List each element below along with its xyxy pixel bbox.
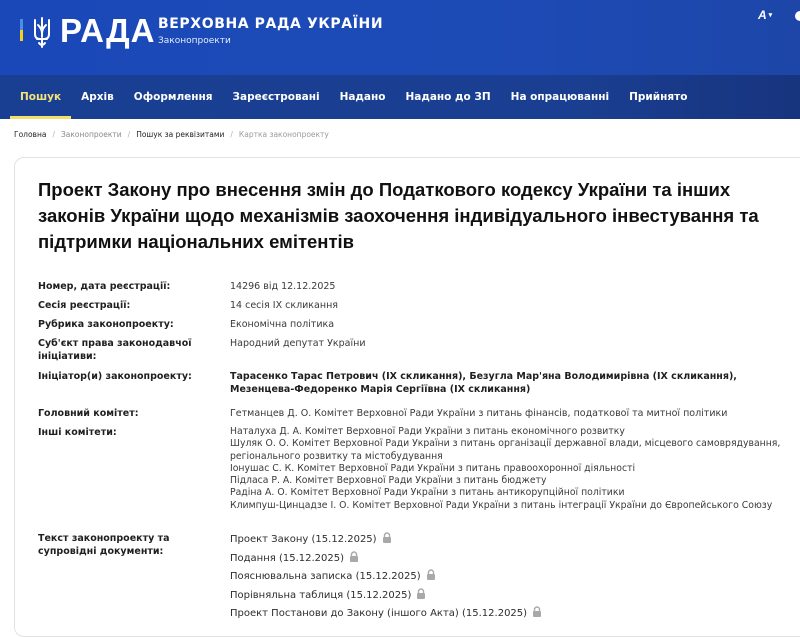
field-value: Гетманцев Д. О. Комітет Верховної Ради України з питань фінансів, податкової та митної політики bbox=[230, 408, 728, 419]
trident-icon bbox=[31, 17, 53, 49]
nav-item-adopted[interactable]: Прийнято bbox=[629, 91, 688, 103]
breadcrumb-bill-card: Картка законопроекту bbox=[238, 129, 329, 139]
site-header bbox=[0, 0, 800, 75]
site-subtitle: Законопроекти bbox=[158, 36, 231, 46]
document-label: Проект Постанови до Закону (іншого Акта) (15.12.2025) bbox=[230, 608, 528, 619]
breadcrumb-separator: / bbox=[230, 129, 233, 139]
committee-item: Климпуш-Цинцадзе І. О. Комітет Верховної Ради України з питань інтеграції України до Європейського Союзу bbox=[230, 499, 773, 511]
document-link[interactable] bbox=[230, 568, 790, 587]
document-label: Пояснювальна записка (15.12.2025) bbox=[230, 571, 421, 582]
field-label: Інші комітети: bbox=[38, 427, 117, 438]
field-label: Рубрика законопроекту: bbox=[38, 319, 174, 330]
field-value: Економічна політика bbox=[230, 319, 335, 330]
field-label: Головний комітет: bbox=[38, 408, 139, 419]
field-label: Номер, дата реєстрації: bbox=[38, 281, 171, 292]
font-size-button[interactable] bbox=[758, 8, 772, 22]
field-label: Ініціатор(и) законопроекту: bbox=[38, 371, 192, 382]
lock-icon bbox=[426, 569, 436, 580]
lock-icon bbox=[382, 532, 392, 543]
breadcrumb bbox=[0, 119, 800, 149]
breadcrumb-bills[interactable]: Законопроекти bbox=[61, 129, 122, 139]
document-link[interactable] bbox=[230, 605, 790, 624]
field-label: Сесія реєстрації: bbox=[38, 300, 131, 311]
committee-item: Іонушас С. К. Комітет Верховної Ради України з питань правоохоронної діяльності bbox=[230, 462, 636, 474]
documents-list bbox=[230, 531, 790, 624]
site-title: ВЕРХОВНА РАДА УКРАЇНИ bbox=[158, 16, 384, 32]
chevron-down-icon: ▾ bbox=[768, 12, 773, 19]
nav-item-archive[interactable]: Архів bbox=[81, 91, 114, 103]
committees-list bbox=[230, 426, 790, 512]
nav-item-submitted[interactable]: Надано bbox=[339, 91, 386, 103]
nav-item-submitted-zp[interactable]: Надано до ЗП bbox=[405, 91, 491, 103]
breadcrumb-separator: / bbox=[52, 129, 55, 139]
field-value: 14 сесія IX скликання bbox=[230, 300, 339, 311]
document-label: Подання (15.12.2025) bbox=[230, 552, 345, 564]
committee-item: Радіна А. О. Комітет Верховної Ради України з питань антикорупційної політики bbox=[230, 487, 625, 499]
accessibility-icon[interactable] bbox=[795, 11, 800, 21]
committee-item: Наталуха Д. А. Комітет Верховної Ради України з питань економічного розвитку bbox=[230, 426, 625, 437]
nav-item-drafting[interactable]: Оформлення bbox=[133, 91, 213, 103]
flag-stripe-icon bbox=[20, 19, 23, 41]
lock-icon bbox=[532, 606, 542, 617]
font-size-label: A bbox=[758, 8, 767, 22]
breadcrumb-search-by-details[interactable]: Пошук за реквізитами bbox=[136, 129, 225, 139]
main-nav bbox=[0, 75, 800, 119]
field-value: Народний депутат України bbox=[230, 338, 366, 349]
field-label: Суб'єкт права законодавчої ініціативи: bbox=[38, 338, 192, 362]
nav-item-in-processing[interactable]: На опрацюванні bbox=[510, 91, 610, 103]
nav-item-registered[interactable]: Зареєстровані bbox=[232, 91, 320, 103]
lock-icon bbox=[416, 588, 426, 599]
committee-item: Шуляк О. О. Комітет Верховної Ради України з питань організації державної влади, місцевого самоврядування, регіонального розвитку та містобудування bbox=[230, 438, 781, 462]
field-value: 14296 від 12.12.2025 bbox=[230, 281, 336, 292]
document-link[interactable] bbox=[230, 531, 790, 550]
committee-item: Підласа Р. А. Комітет Верховної Ради України з питань бюджету bbox=[230, 475, 547, 487]
document-link[interactable] bbox=[230, 550, 790, 569]
lock-icon bbox=[349, 551, 359, 562]
document-label: Проект Закону (15.12.2025) bbox=[230, 534, 377, 545]
breadcrumb-home[interactable]: Головна bbox=[14, 129, 47, 139]
initiators-list[interactable]: Тарасенко Тарас Петрович (IX скликання), Безугла Мар'яна Володимирівна (IX скликання), Мезенцева-Федоренко Марія Сергіївна (IX скликання) bbox=[230, 371, 737, 395]
document-label: Порівняльна таблиця (15.12.2025) bbox=[230, 589, 412, 601]
field-label: Текст законопроекту та супровідні документи: bbox=[38, 533, 170, 557]
logo-wordmark[interactable]: РАДА bbox=[60, 12, 156, 49]
bill-title: Проект Закону про внесення змін до Податкового кодексу України та інших законів України щодо механізмів заохочення індивідуального інвестування та підтримки національних емітентів bbox=[38, 179, 759, 252]
document-link[interactable] bbox=[230, 587, 790, 606]
breadcrumb-separator: / bbox=[127, 129, 131, 139]
nav-item-search[interactable]: Пошук bbox=[10, 75, 71, 119]
